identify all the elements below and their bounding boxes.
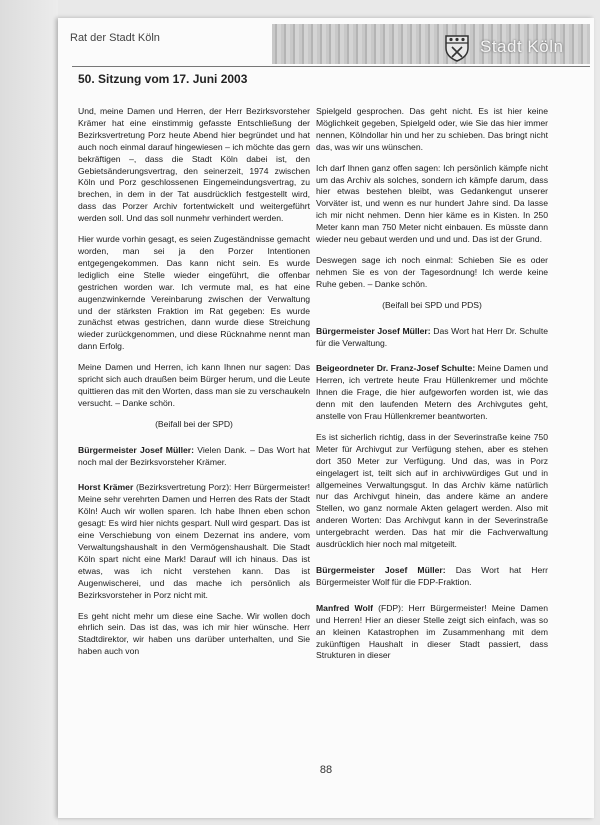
speaker-name: Bürgermeister Josef Müller:	[316, 325, 431, 336]
paragraph	[78, 482, 310, 601]
paragraph	[316, 432, 548, 551]
paragraph	[316, 363, 548, 423]
paragraph	[316, 603, 548, 663]
session-title: 50. Sitzung vom 17. Juni 2003	[78, 72, 248, 86]
paragraph-text: Ich darf Ihnen ganz offen sagen: Ich persönlich kämpfe nicht um das Archiv als solches, sondern ich kämpfe darum, dass hier etwas bestehen bleibt, was Gedankengut unserer Vorväter ist, und wenn es nur hundert Jahre sind. Da lasse ich mir nicht nehmen. Denn hier käme es in Kisten. In 250 Meter kann man 750 Meter nicht einbauen. Es müsste dann wieder neu gebaut werden und und und. Das ist der Grund.	[316, 162, 548, 245]
speaker-name: Manfred Wolf	[316, 602, 373, 613]
scan-margin	[0, 0, 58, 825]
banner-title: Stadt Köln	[480, 37, 564, 56]
paragraph-text: Das Wort hat Herr Dr. Schulte für die Verwaltung.	[316, 325, 548, 348]
speaker-name: Horst Krämer	[78, 482, 134, 493]
council-name: Rat der Stadt Köln	[70, 32, 160, 44]
paragraph-text: Spielgeld gesprochen. Das geht nicht. Es ist hier keine Möglichkeit gegeben, Spielgeld oder, wie Sie das hier immer nennen, Kölndollar hin und her zu schieben. Das bringt nicht das, was wir uns wünschen.	[316, 106, 548, 152]
paragraph-text: Deswegen sage ich noch einmal: Schieben Sie es oder nehmen Sie es von der Tagesordnung! Ich werde keine Ruhe geben. – Danke schön.	[316, 254, 548, 289]
speaker-name: Bürgermeister Josef Müller:	[78, 444, 194, 455]
paragraph	[316, 255, 548, 291]
document-page	[58, 18, 594, 818]
paragraph-text: (Beifall bei der SPD)	[155, 418, 233, 429]
paragraph	[78, 106, 310, 225]
paragraph-text: Und, meine Damen und Herren, der Herr Bezirksvorsteher Krämer hat eine einstimmig gefasste Entschließung der Bezirksvertretung Porz heute Abend hier begründet und hat auch noch einmal darauf hingewiesen – ich möchte das gern bekräftigen –, dass die Stadt Köln dabei ist, den Gebietsänderungsvertrag, den seinerzeit, 1974 zwischen Köln und Porz geschlossenen Eingemeindungsvertrag, zu brechen, in dem in der Tat ausdrücklich festgestellt wird, dass das Porzer Archiv fortentwickelt und weitergeführt werden soll. Und das soll nunmehr verhindert werden.	[78, 106, 310, 224]
page-number: 88	[319, 764, 333, 776]
paragraph	[78, 362, 310, 410]
paragraph-text: Es geht nicht mehr um diese eine Sache. Wir wollen doch ehrlich sein. Das ist das, was ich mir hier wünsche. Herr Stadtdirektor, wir haben uns darüber unterhalten, und Sie haben auch von	[78, 610, 310, 657]
paragraph	[316, 326, 548, 350]
paragraph	[316, 106, 548, 154]
left-text-column	[78, 106, 310, 667]
paragraph-text: Meine Damen und Herren, ich kann Ihnen nur sagen: Das spricht sich auch draußen beim Bürger herum, und die Leute quittieren das mit den Worten, dass man sie zu verschaukeln versucht. – Danke schön.	[78, 362, 310, 408]
paragraph	[78, 611, 310, 659]
paragraph-text: (Bezirksvertretung Porz): Herr Bürgermeister! Meine sehr verehrten Damen und Herren des Rats der Stadt Köln! Auch wir wollen sparen. Ich habe Ihnen eben schon gesagt: Es wird hier nichts gespart. Null wird gespart. Das ist eine Verschiebung von einem Dezernat ins andere, vom Verwaltungshaushalt in den Vermögenshaushalt. Die Stadt Köln spart nicht eine Mark! Darauf will ich hinaus. Das ist etwas, was ich nicht verstehen kann. Das ist Augenwischerei, und das mache ich persönlich als Bezirksvorsteher in Porz nicht mit.	[78, 482, 310, 600]
paragraph	[78, 234, 310, 353]
coat-of-arms-icon	[442, 32, 472, 62]
paragraph-text: Es ist sicherlich richtig, dass in der Severinstraße keine 750 Meter für Archivgut zur Verfügung stehen, aber es stehen dort 350 Meter zur Verfügung. Und das, was in Porz eingelagert ist, teilt sich auf in archivwürdiges Gut und in allgemeines Verwaltungsgut. In das Archiv käme natürlich nur das Archivgut hinein, das andere käme an andere Stellen, wo ganz normale Akten gelagert werden. Also mit anderen Worten: Das Archivgut kann in der Severinstraße untergebracht werden. Das hat mir die Fachverwaltung ausdrücklich hier noch mal mitgeteilt.	[316, 431, 548, 550]
city-banner	[272, 24, 590, 64]
right-text-column	[316, 106, 548, 671]
paragraph-text: Hier wurde vorhin gesagt, es seien Zugeständnisse gemacht worden, man sei ja den Porzer Intentionen entgegengekommen. Das kann nicht sein. Es wurde lediglich eine Stelle wieder eingeführt, die offenbar gestrichen worden war. Ich vermute mal, es hat eine augenzwinkernde Vereinbarung zwischen der Verwaltung und der stärksten Fraktion im Rat gegeben: Es wurde zunächst etwas gestrichen, dann wurde diese Streichung wieder zurückgenommen, und diese Rücknahme nennt man dann Erfolg.	[78, 234, 310, 352]
header-divider	[72, 66, 590, 67]
paragraph	[316, 300, 548, 312]
paragraph-text: (Beifall bei SPD und PDS)	[382, 299, 482, 310]
speaker-name: Bürgermeister Josef Müller:	[316, 565, 446, 575]
paragraph-text: Das Wort hat Herr Bürgermeister Wolf für die FDP-Fraktion.	[316, 565, 548, 587]
paragraph	[316, 163, 548, 246]
paragraph	[316, 565, 548, 589]
speaker-name: Beigeordneter Dr. Franz-Josef Schulte:	[316, 363, 476, 374]
paragraph-text: (FDP): Herr Bürgermeister! Meine Damen und Herren! Hier an dieser Stelle zeigt sich einfach, was so an kleinen Katastrophen im Zusammenhang mit dem zukünftigen Haushalt in dieser Stadt passiert, dass Strukturen in dieser	[316, 602, 548, 661]
paragraph-text: Vielen Dank. – Das Wort hat noch mal der Bezirksvorsteher Krämer.	[78, 444, 310, 467]
paragraph	[78, 445, 310, 469]
paragraph	[78, 419, 310, 431]
paragraph-text: Meine Damen und Herren, ich vertrete heute Frau Hüllenkremer und möchte Ihnen die Frage, die hier aufgeworfen worden ist, wie das denn mit den laufenden Metern des Archivgutes geht, anstelle von Frau Hüllenkremer beantworten.	[316, 363, 548, 422]
